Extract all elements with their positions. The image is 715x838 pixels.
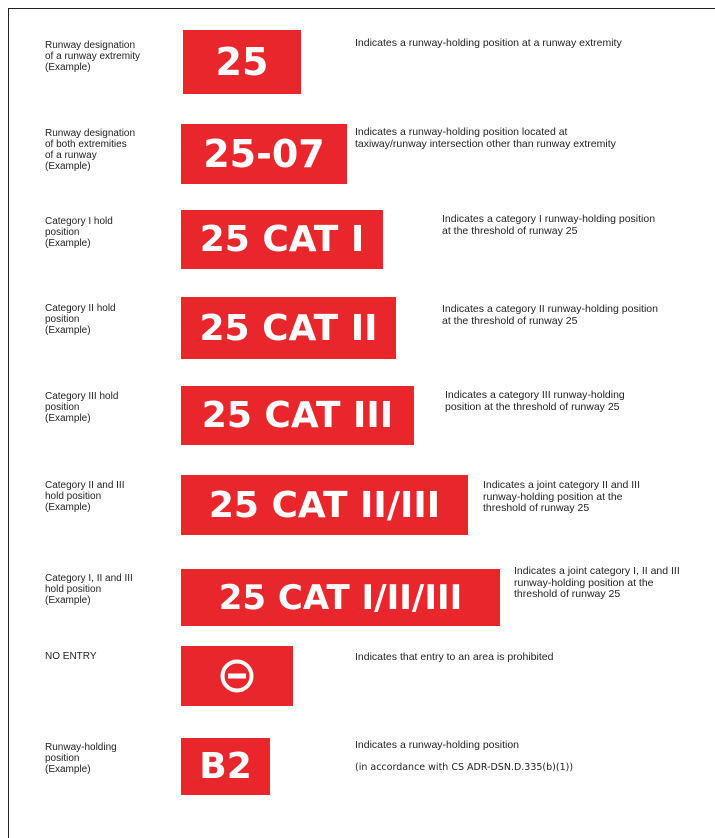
row-label: Category III hold position (Example) [45, 391, 119, 424]
sign-25-cat-ii-iii: 25 CAT II/III [181, 475, 468, 535]
sign-b2: B2 [181, 738, 270, 795]
row-label: Category I hold position (Example) [45, 216, 113, 249]
sign-25-cat-i: 25 CAT I [181, 210, 383, 269]
row-description: Indicates a runway-holding position at a runway extremity [355, 37, 622, 49]
sign-25-cat-i-ii-iii: 25 CAT I/II/III [181, 569, 500, 626]
row-description: Indicates a category III runway-holding position at the threshold of runway 25 [445, 389, 625, 413]
sign-25-cat-iii: 25 CAT III [181, 386, 414, 445]
row-description: Indicates a joint category I, II and III runway-holding position at the threshold of runway 25 [514, 565, 680, 600]
row-label: Category I, II and III hold position (Example) [45, 573, 133, 606]
row-label: Runway-holding position (Example) [45, 742, 117, 775]
row-label: Runway designation of a runway extremity (Example) [45, 40, 141, 73]
sign-no-entry [181, 646, 293, 706]
sign-25: 25 [183, 30, 301, 94]
sign-25-07: 25-07 [181, 124, 347, 184]
row-label: NO ENTRY [45, 651, 97, 662]
row-description: Indicates a joint category II and III runway-holding position at the threshold of runway 25 [483, 479, 641, 514]
row-description: Indicates a category II runway-holding position at the threshold of runway 25 [442, 303, 658, 327]
row-description: Indicates a category I runway-holding position at the threshold of runway 25 [442, 213, 656, 237]
row-description: Indicates that entry to an area is prohibited [355, 651, 554, 663]
row-description: Indicates a runway-holding position [355, 739, 520, 751]
no-entry-icon [219, 658, 255, 694]
sign-25-cat-ii: 25 CAT II [181, 297, 396, 359]
row-label: Category II hold position (Example) [45, 303, 116, 336]
row-description: Indicates a runway-holding position located at taxiway/runway intersection other than runway extremity [355, 126, 616, 150]
row-label: Runway designation of both extremities of a runway (Example) [45, 128, 136, 172]
row-description-reference: (in accordance with CS ADR-DSN.D.335(b)(1)) [355, 762, 574, 773]
row-label: Category II and III hold position (Example) [45, 480, 125, 513]
